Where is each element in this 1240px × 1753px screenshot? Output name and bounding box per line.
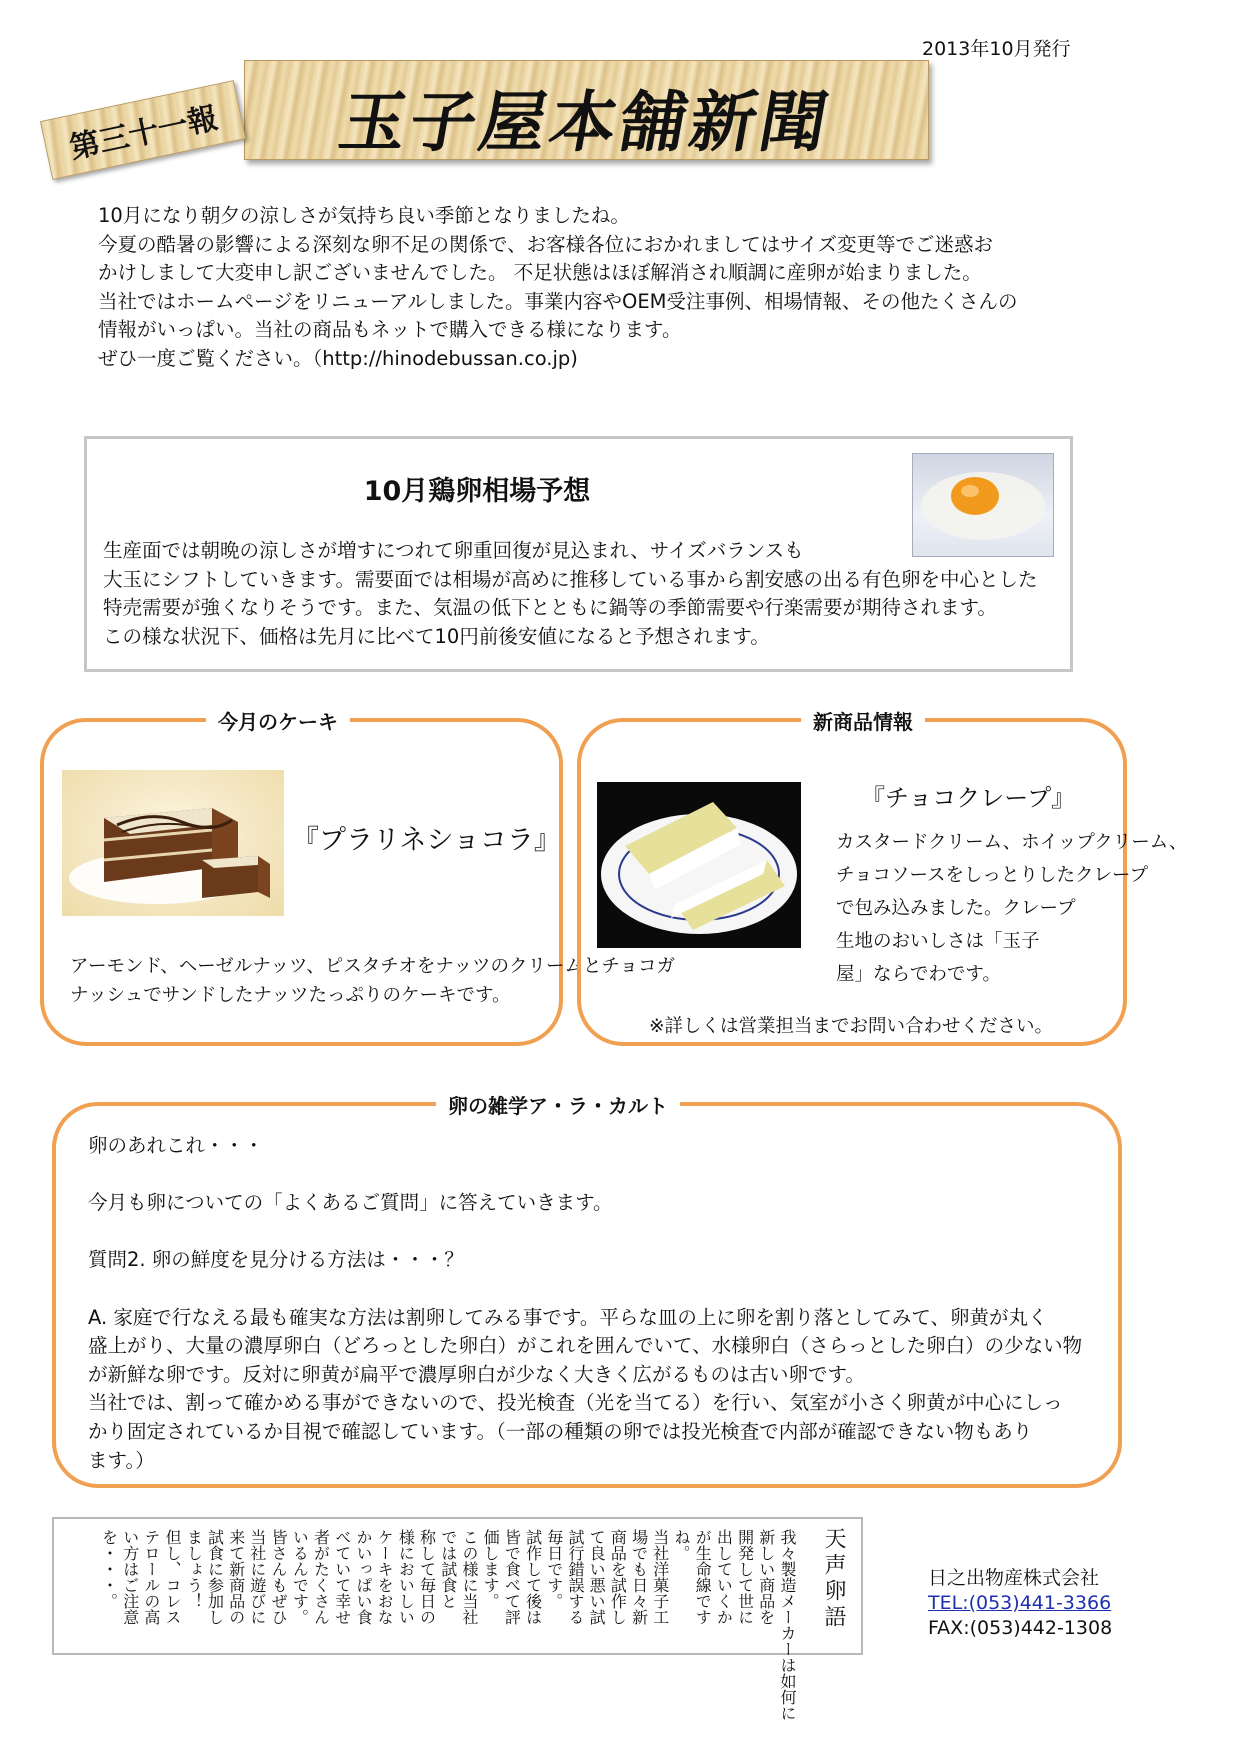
crepe-desc-line: で包み込みました。クレープ (836, 898, 1076, 919)
crepe-desc-line: 屋」ならでわです。 (836, 964, 1001, 985)
cake-photo (62, 770, 284, 916)
trivia-answer-line: 当社では、割って確かめる事ができないので、投光検査（光を当てる）を行い、気室が小さく卵黄が中心にしっ (88, 1391, 1063, 1415)
company-info (928, 1566, 1112, 1641)
column-title: 天声卵語 (821, 1527, 846, 1631)
cake-desc-line: アーモンド、ヘーゼルナッツ、ピスタチオをナッツのクリームとチョコガ (70, 956, 675, 977)
trivia-answer-line: A. 家庭で行なえる最も確実な方法は割卵してみる事です。平らな皿の上に卵を割り落としてみて、卵黄が丸く (88, 1305, 1048, 1329)
crepe-description (836, 826, 1187, 991)
issue-number: 第三十一報 (66, 100, 221, 167)
crepe-desc-line: カスタードクリーム、ホイップクリーム、 (836, 832, 1188, 853)
new-product-label: 新商品情報 (801, 706, 925, 735)
crepe-photo (597, 782, 801, 948)
cake-desc-line: ナッシュでサンドしたナッツたっぷりのケーキです。 (70, 985, 511, 1006)
intro-text (98, 202, 1058, 374)
company-fax: FAX:(053)442-1308 (928, 1617, 1113, 1639)
crepe-desc-line: 生地のおいしさは「玉子 (836, 931, 1040, 952)
newsletter-title: 玉子屋本舗新聞 (333, 83, 838, 161)
trivia-body (88, 1132, 1082, 1475)
trivia-intro: 卵のあれこれ・・・ (88, 1134, 264, 1157)
trivia-answer-line: かり固定されているか目視で確認しています。（一部の種類の卵では投光検査で内部が確認できない物もあり (88, 1419, 1033, 1443)
cake-box-label: 今月のケーキ (206, 706, 350, 735)
newsletter-banner (244, 60, 929, 160)
trivia-label: 卵の雑学ア・ラ・カルト (436, 1090, 680, 1119)
company-tel-link[interactable]: TEL:(053)441-3366 (928, 1592, 1112, 1614)
trivia-question: 質問2. 卵の鮮度を見分ける方法は・・・？ (88, 1248, 464, 1272)
column-text: 我々製造メーカーは如何に 新しい商品を 開発して世に 出していくか が生命線です ね。 当社洋菓子工 場でも日々新 商品を試作し て良い悪い試 試行錯誤する 毎日です。 試作して後は 皆で食べて評 価します。 この様に当社 では試食と 称して毎日の 様においしい ケーキをおな かいっぱい食 べていて幸せ 者がたくさん いるんです。 皆さんもぜひ 当社に遊びに 来て新商品の 試食に参加し ましょう！ 但し、コレス テロールの高 い方はご注意 を・・・。 (99, 1529, 797, 1721)
issue-number-tag (40, 80, 246, 180)
market-title: 10月鶏卵相場予想 (363, 476, 591, 507)
cake-name: 『プラリネショコラ』 (292, 825, 561, 856)
market-line: 生産面では朝晩の涼しさが増すにつれて卵重回復が見込まれ、サイズバランスも (103, 539, 804, 562)
new-product-box (577, 710, 1188, 1046)
inquiry-note: ※詳しくは営業担当までお問い合わせください。 (649, 1016, 1054, 1037)
crepe-name: 『チョコクレープ』 (861, 784, 1076, 812)
trivia-answer-line: 盛上がり、大量の濃厚卵白（どろっとした卵白）がこれを囲んでいて、水様卵白（さらっとした卵白）の少ない物 (88, 1334, 1083, 1358)
market-line: 特売需要が強くなりそうです。また、気温の低下とともに鍋等の季節需要や行楽需要が期待されます。 (103, 596, 997, 620)
market-line: 大玉にシフトしていきます。需要面では相場が高めに推移している事から割安感の出る有色卵を中心とした (103, 567, 1038, 591)
intro-line: 情報がいっぱい。当社の商品もネットで購入できる様になります。 (98, 318, 682, 342)
market-line: この様な状況下、価格は先月に比べて10円前後安値になると予想されます。 (103, 624, 770, 648)
intro-line: かけしまして大変申し訳ございませんでした。 不足状態はほぼ解消され順調に産卵が始まりました。 (98, 261, 982, 285)
market-text (103, 537, 1037, 651)
trivia-answer-line: が新鮮な卵です。反対に卵黄が扁平で濃厚卵白が少なく大きく広がるものは古い卵です。 (88, 1362, 865, 1386)
intro-line: 10月になり朝夕の涼しさが気持ち良い季節となりましたね。 (98, 204, 630, 227)
egg-trivia-box (52, 1094, 1122, 1488)
intro-line: 今夏の酷暑の影響による深刻な卵不足の関係で、お客様各位におかれましてはサイズ変更等でご迷惑お (98, 232, 994, 256)
company-name: 日之出物産株式会社 (928, 1567, 1100, 1589)
column-box (52, 1517, 863, 1721)
trivia-answer-line: ます。） (88, 1448, 155, 1472)
issue-date: 2013年10月発行 (922, 38, 1071, 60)
crepe-desc-line: チョコソースをしっとりしたクレープ (836, 865, 1149, 886)
cake-of-month-box (40, 710, 675, 1046)
egg-market-forecast-box (84, 436, 1073, 672)
trivia-lead: 今月も卵についての「よくあるご質問」に答えていきます。 (88, 1191, 613, 1215)
intro-line: ぜひ一度ご覧ください。（http://hinodebussan.co.jp) (98, 346, 578, 370)
intro-line: 当社ではホームページをリニューアルしました。事業内容やOEM受注事例、相場情報、その他たくさんの (98, 289, 1018, 313)
